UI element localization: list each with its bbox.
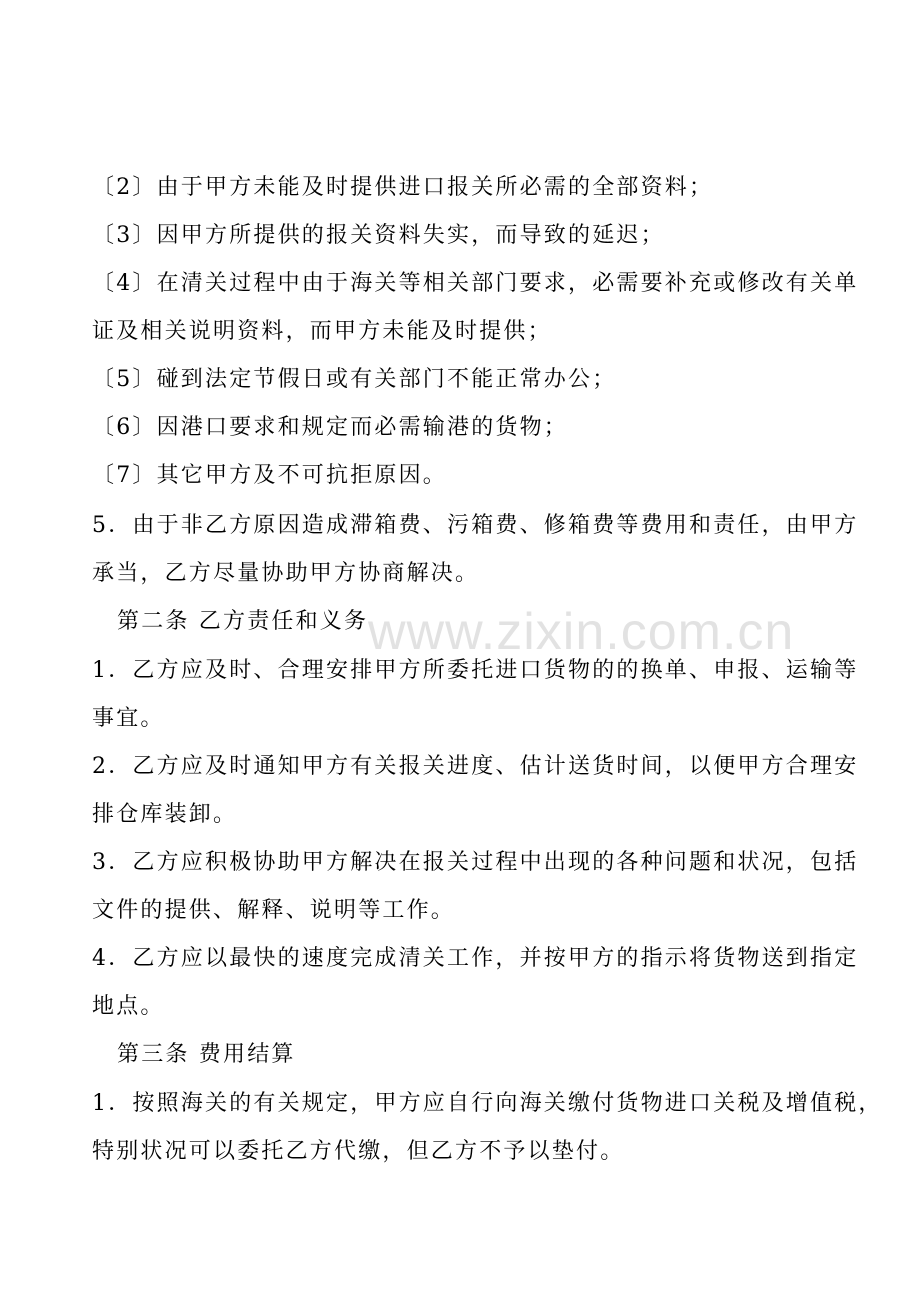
clause-item-4-line-2: 证及相关说明资料，而甲方未能及时提供；: [92, 319, 552, 344]
article-2-clause-2-line-2: 排仓库装卸。: [92, 802, 238, 827]
clause-5-line-1: 5．由于非乙方原因造成滞箱费、污箱费、修箱费等费用和责任，由甲方: [92, 513, 859, 538]
article-2-clause-3-line-1: 3．乙方应积极协助甲方解决在报关过程中出现的各种问题和状况，包括: [92, 850, 859, 875]
article-3-clause-1-line-1: 1．按照海关的有关规定，甲方应自行向海关缴付货物进口关税及增值税，: [92, 1091, 883, 1116]
clause-item-3: 〔3〕因甲方所提供的报关资料失实，而导致的延迟；: [92, 223, 665, 248]
watermark: www.zixin.com.cn: [368, 603, 795, 661]
clause-item-7: 〔7〕其它甲方及不可抗拒原因。: [92, 463, 447, 488]
article-3-heading: 第三条 费用结算: [117, 1042, 296, 1067]
clause-item-4-line-1: 〔4〕在清关过程中由于海关等相关部门要求，必需要补充或修改有关单: [92, 271, 859, 296]
article-2-clause-4-line-1: 4．乙方应以最快的速度完成清关工作，并按甲方的指示将货物送到指定: [92, 946, 859, 971]
article-2-clause-1-line-2: 事宜。: [92, 706, 165, 731]
clause-5-line-2: 承当，乙方尽量协助甲方协商解决。: [92, 561, 480, 586]
article-2-clause-3-line-2: 文件的提供、解释、说明等工作。: [92, 898, 456, 923]
clause-item-2: 〔2〕由于甲方未能及时提供进口报关所必需的全部资料；: [92, 175, 714, 200]
article-2-clause-4-line-2: 地点。: [92, 994, 165, 1019]
article-2-clause-1-line-1: 1．乙方应及时、合理安排甲方所委托进口货物的的换单、申报、运输等: [92, 658, 859, 683]
article-3-clause-1-line-2: 特别状况可以委托乙方代缴，但乙方不予以垫付。: [92, 1139, 625, 1164]
clause-item-5: 〔5〕碰到法定节假日或有关部门不能正常办公；: [92, 367, 617, 392]
article-2-clause-2-line-1: 2．乙方应及时通知甲方有关报关进度、估计送货时间，以便甲方合理安: [92, 754, 859, 779]
article-2-heading: 第二条 乙方责任和义务: [117, 609, 369, 634]
clause-item-6: 〔6〕因港口要求和规定而必需输港的货物；: [92, 415, 568, 440]
